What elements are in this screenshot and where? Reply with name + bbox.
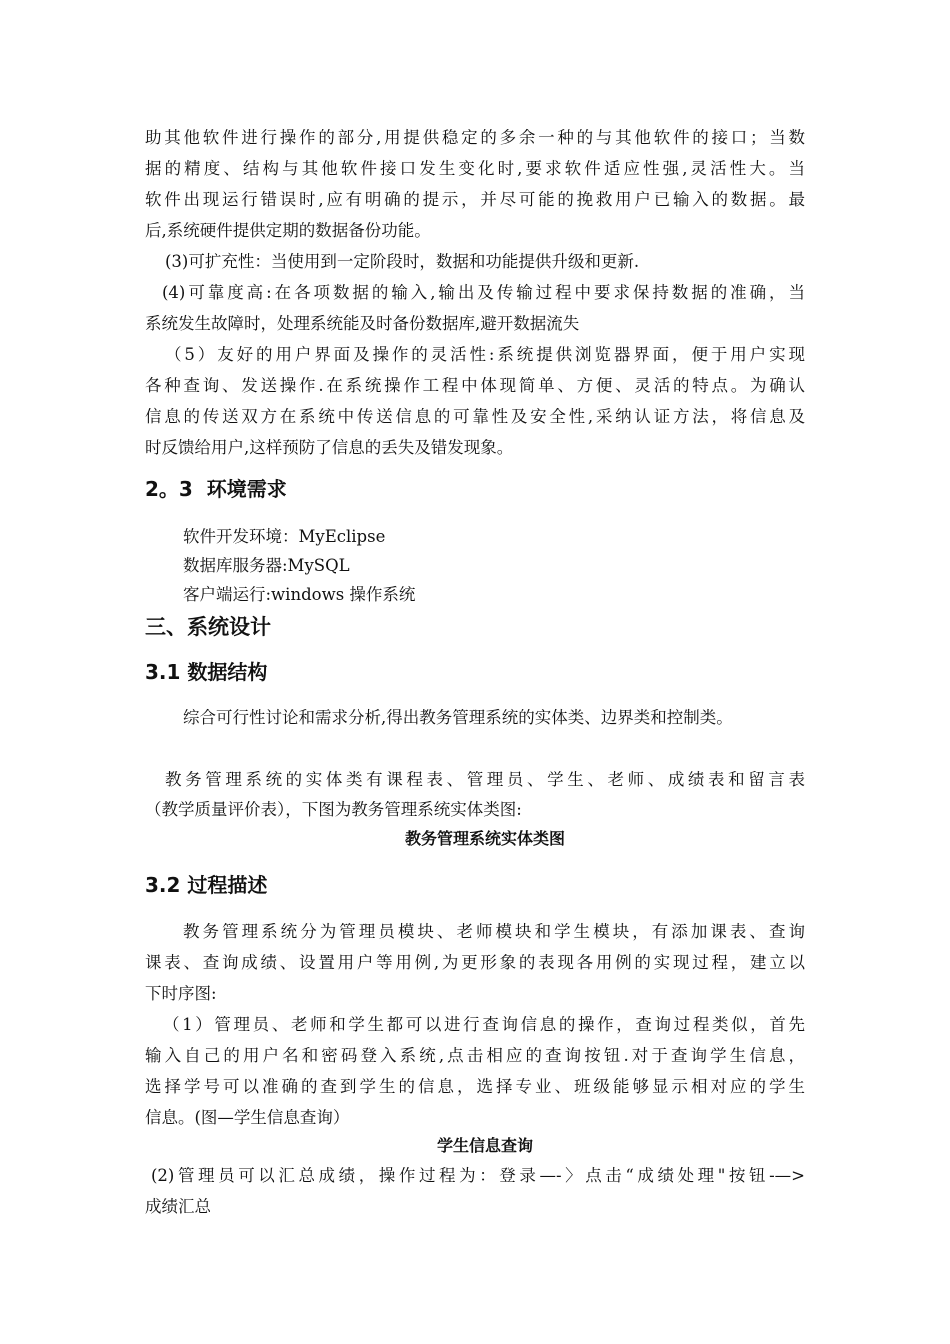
requirement-item-3: (3)可扩充性：当使用到一定阶段时，数据和功能提供升级和更新. [165, 252, 640, 271]
requirement-item-5-line: 各种查询、发送操作.在系统操作工程中体现简单、方便、灵活的特点。为确认 [145, 376, 805, 395]
environment-line: 软件开发环境：MyEclipse [183, 527, 386, 546]
requirement-item-5-line: （5）友好的用户界面及操作的灵活性:系统提供浏览器界面，便于用户实现 [165, 345, 805, 364]
environment-line: 客户端运行:windows 操作系统 [183, 585, 416, 604]
process-item-1-line: （1）管理员、老师和学生都可以进行查询信息的操作，查询过程类似，首先 [163, 1015, 805, 1034]
paragraph-line: 后,系统硬件提供定期的数据备份功能。 [145, 221, 431, 240]
environment-line: 数据库服务器:MySQL [183, 556, 350, 575]
process-item-2-line: 成绩汇总 [145, 1197, 211, 1216]
section-3-2-intro-line: 教务管理系统分为管理员模块、老师模块和学生模块，有添加课表、查询 [183, 922, 805, 941]
section-heading-2-3: 2。3 环境需求 [145, 477, 287, 501]
figure-caption-entity-class: 教务管理系统实体类图 [404, 829, 565, 848]
requirement-item-4-line: (4)可靠度高:在各项数据的输入,输出及传输过程中要求保持数据的准确，当 [162, 283, 805, 302]
section-heading-3-1: 3.1 数据结构 [145, 660, 268, 684]
process-item-1-line: 信息。(图—学生信息查询） [145, 1108, 350, 1127]
paragraph-line: 软件出现运行错误时,应有明确的提示，并尽可能的挽救用户已输入的数据。最 [145, 190, 805, 209]
figure-caption-student-query: 学生信息查询 [436, 1136, 533, 1155]
chapter-heading-3: 三、系统设计 [145, 615, 271, 639]
requirement-item-5-line: 信息的传送双方在系统中传送信息的可靠性及安全性,采纳认证方法，将信息及 [145, 407, 805, 426]
process-item-1-line: 选择学号可以准确的查到学生的信息，选择专业、班级能够显示相对应的学生 [145, 1077, 805, 1096]
section-3-1-intro: 综合可行性讨论和需求分析,得出教务管理系统的实体类、边界类和控制类。 [183, 708, 733, 727]
section-heading-3-2: 3.2 过程描述 [145, 873, 268, 897]
paragraph-line: 据的精度、结构与其他软件接口发生变化时,要求软件适应性强,灵活性大。当 [145, 159, 805, 178]
section-3-2-intro-line: 课表、查询成绩、设置用户等用例,为更形象的表现各用例的实现过程，建立以 [145, 953, 805, 972]
section-3-1-body-line: （教学质量评价表），下图为教务管理系统实体类图: [145, 800, 522, 819]
section-3-2-intro-line: 下时序图: [145, 984, 217, 1003]
process-item-1-line: 输入自己的用户名和密码登入系统,点击相应的查询按钮.对于查询学生信息， [145, 1046, 805, 1065]
process-item-2-line: (2)管理员可以汇总成绩，操作过程为：登录—-〉点击“成绩处理"按钮-—> [151, 1166, 805, 1185]
section-3-1-body-line: 教务管理系统的实体类有课程表、管理员、学生、老师、成绩表和留言表 [165, 770, 805, 789]
requirement-item-5-line: 时反馈给用户,这样预防了信息的丢失及错发现象。 [145, 438, 514, 457]
requirement-item-4-line: 系统发生故障时，处理系统能及时备份数据库,避开数据流失 [145, 314, 580, 333]
paragraph-line: 助其他软件进行操作的部分,用提供稳定的多余一种的与其他软件的接口；当数 [145, 128, 805, 147]
